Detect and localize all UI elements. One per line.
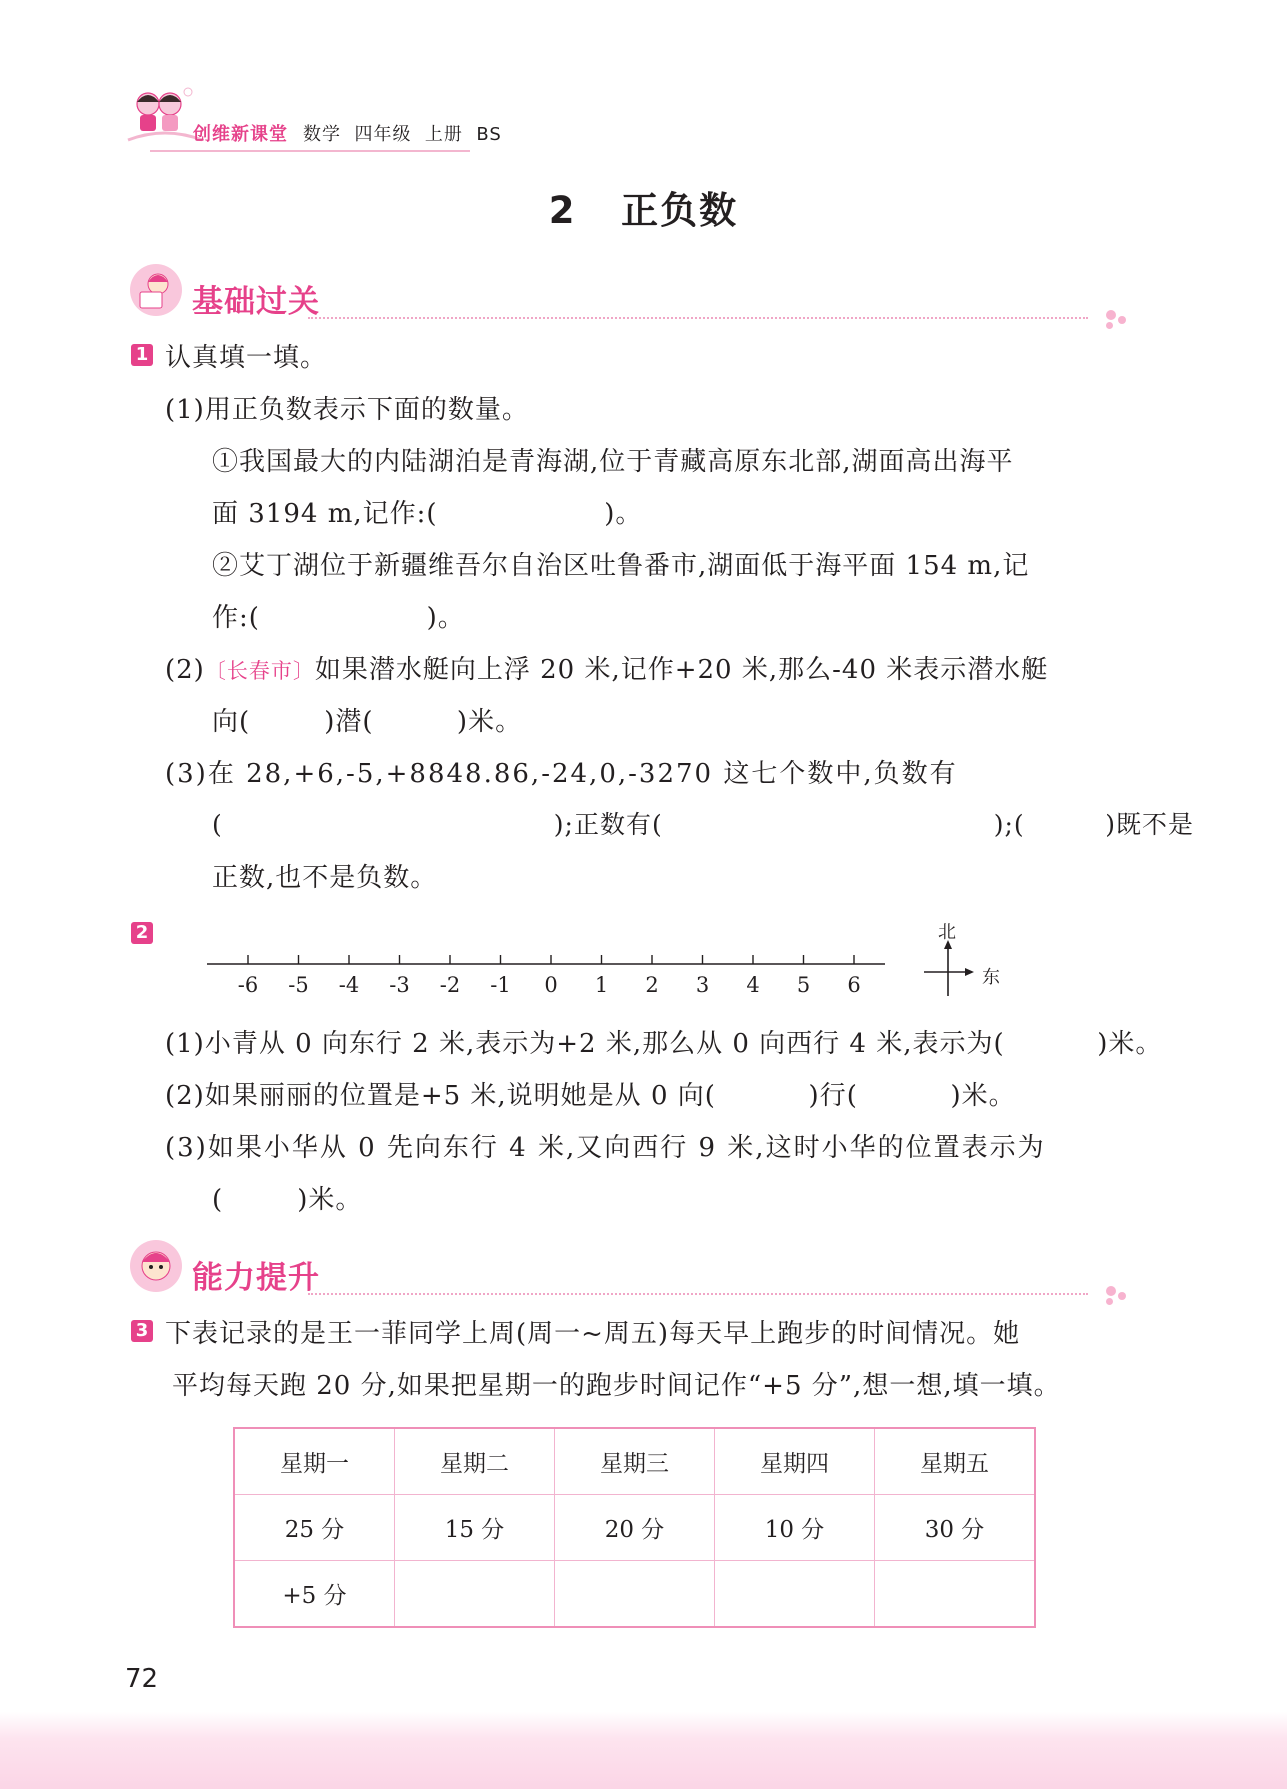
table-cell: 15 分: [395, 1495, 555, 1561]
table-cell: 25 分: [234, 1495, 395, 1561]
number-line-tick-label: 3: [695, 973, 710, 997]
decor-dot: [1106, 1298, 1113, 1305]
page-title: 2 正负数: [548, 189, 739, 232]
q2-part2: (2)如果丽丽的位置是+5 米,说明她是从 0 向( )行( )米。: [165, 1081, 1016, 1111]
decor-dot: [1106, 322, 1113, 329]
q3-line1: 下表记录的是王一菲同学上周(周一~周五)每天早上跑步的时间情况。她: [165, 1319, 1021, 1349]
number-line-tick-label: -4: [338, 973, 360, 997]
compass-icon: [922, 940, 974, 1000]
compass-north-label: 北: [938, 922, 956, 943]
table-header-cell: 星期三: [555, 1428, 715, 1495]
question-number: 1: [131, 344, 153, 366]
decor-dot: [1106, 310, 1116, 320]
region-tag: 〔长春市〕: [204, 659, 315, 683]
q1-part3-line3: 正数,也不是负数。: [212, 863, 438, 893]
number-line-tick-label: -2: [439, 973, 461, 997]
question-number: 3: [131, 1320, 153, 1342]
q2-part1: (1)小青从 0 向东行 2 米,表示为+2 米,那么从 0 向西行 4 米,表示为( )米。: [165, 1029, 1163, 1059]
decor-dot: [1118, 1292, 1126, 1300]
q3-line2: 平均每天跑 20 分,如果把星期一的跑步时间记作“+5 分”,想一想,填一填。: [172, 1371, 1061, 1401]
q1-part1a-line1: ①我国最大的内陆湖泊是青海湖,位于青藏高原东北部,湖面高出海平: [212, 447, 1014, 477]
q1-part2-text: 如果潜水艇向上浮 20 米,记作+20 米,那么-40 米表示潜水艇: [314, 655, 1049, 685]
section-divider: [308, 317, 1088, 319]
number-line-tick-label: 1: [594, 973, 609, 997]
page-number: 72: [125, 1664, 159, 1694]
q1-part1a-line2: 面 3194 m,记作:( )。: [212, 499, 643, 529]
q1-part2-line1: [165, 649, 1048, 686]
q2-part3-line1: (3)如果小华从 0 先向东行 4 米,又向西行 9 米,这时小华的位置表示为: [165, 1133, 1046, 1163]
table-cell: 10 分: [715, 1495, 875, 1561]
q1-part2-line2: 向( )潜( )米。: [212, 707, 523, 737]
section-basic: [128, 262, 1128, 326]
number-line-tick-label: 2: [645, 973, 659, 997]
number-line-tick-label: 6: [847, 973, 861, 997]
q1-part1b-line2: 作:( )。: [212, 603, 465, 633]
table-row-records: [234, 1561, 1035, 1628]
number-line-labels: [205, 973, 895, 1003]
brand-name: 创维新课堂: [193, 124, 288, 145]
footer-band: [0, 1712, 1287, 1789]
number-line-tick-label: -1: [490, 973, 511, 997]
q1-part1: (1)用正负数表示下面的数量。: [165, 395, 529, 425]
q1-part3-line1: (3)在 28,+6,-5,+8848.86,-24,0,-3270 这七个数中,负数有: [165, 759, 958, 789]
table-header-row: [234, 1428, 1035, 1495]
compass-east-label: 东: [982, 967, 1000, 988]
q1-part1b-line1: ②艾丁湖位于新疆维吾尔自治区吐鲁番市,湖面低于海平面 154 m,记: [212, 551, 1030, 581]
table-row-times: [234, 1495, 1035, 1561]
q2-part3-line2: ( )米。: [212, 1185, 363, 1215]
table-cell: 20 分: [555, 1495, 715, 1561]
student-reading-icon: [128, 262, 184, 318]
decor-dot: [1106, 1286, 1116, 1296]
q1-intro: 认真填一填。: [165, 343, 328, 373]
number-line-tick-label: -3: [389, 973, 410, 997]
section-advanced-label: 能力提升: [192, 1260, 320, 1296]
number-line-tick-label: 4: [746, 973, 760, 997]
running-time-table: [233, 1427, 1036, 1628]
book-info: 数学 四年级 上册 BS: [303, 124, 502, 145]
question-number: 2: [131, 922, 153, 944]
section-divider: [308, 1293, 1088, 1295]
number-line-tick-label: -6: [237, 973, 259, 997]
table-cell: 30 分: [875, 1495, 1036, 1561]
answer-blank-cell[interactable]: [875, 1561, 1036, 1628]
header-underline: [150, 150, 470, 152]
answer-blank-cell[interactable]: [715, 1561, 875, 1628]
q1-part2-prefix: (2): [165, 655, 205, 685]
answer-blank-cell[interactable]: [555, 1561, 715, 1628]
table-header-cell: 星期四: [715, 1428, 875, 1495]
table-header-cell: 星期一: [234, 1428, 395, 1495]
number-line-tick-label: 0: [544, 973, 558, 997]
table-header-cell: 星期二: [395, 1428, 555, 1495]
answer-blank-cell[interactable]: [395, 1561, 555, 1628]
q1-part3-line2: ( );正数有( );( )既不是: [212, 810, 1194, 839]
number-line-tick-label: -5: [288, 973, 309, 997]
number-line-ticks: [248, 955, 854, 964]
table-header-cell: 星期五: [875, 1428, 1036, 1495]
decor-dot: [1118, 316, 1126, 324]
section-advanced: [128, 1238, 1128, 1302]
number-line-tick-label: 5: [796, 973, 811, 997]
table-cell: +5 分: [234, 1561, 395, 1628]
section-basic-label: 基础过关: [192, 284, 320, 320]
student-thinking-icon: [128, 1238, 184, 1294]
